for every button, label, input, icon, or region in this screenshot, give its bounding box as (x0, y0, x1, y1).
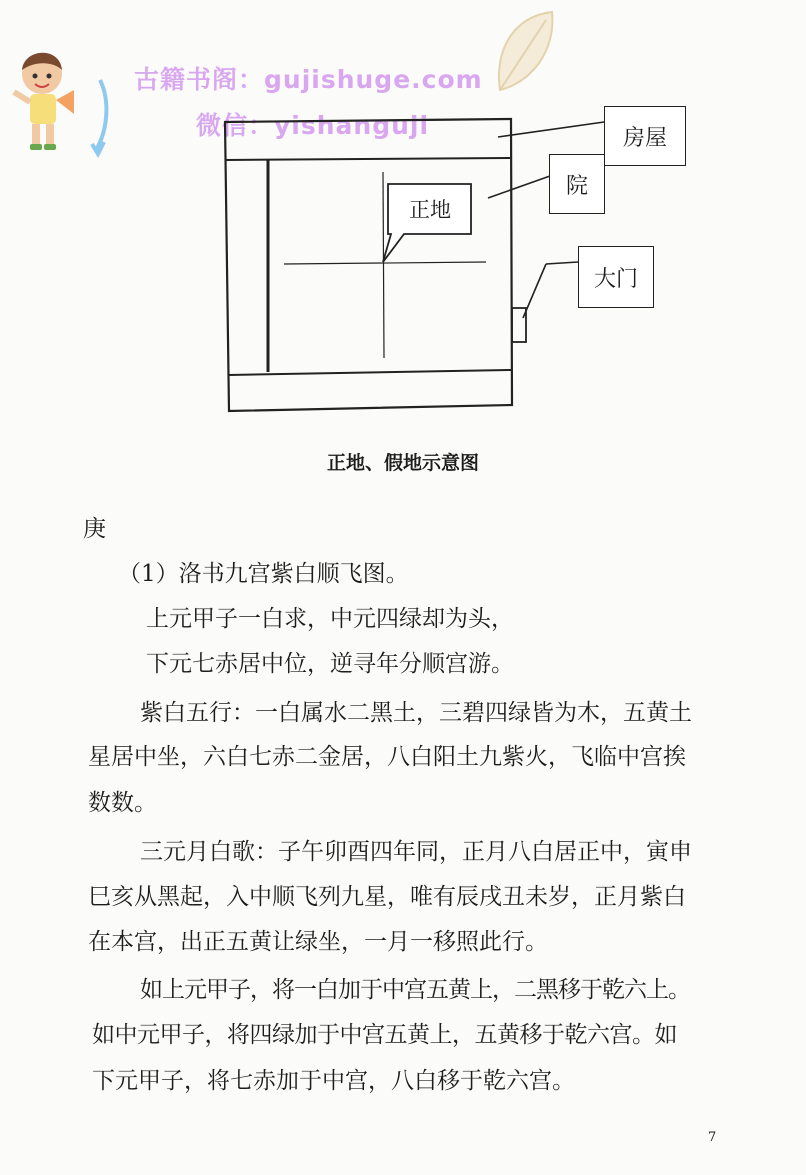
paragraph-2-line-2: 巳亥从黑起，入中顺飞列九星，唯有辰戌丑未岁，正月紫白 (88, 884, 686, 910)
paragraph-1-line-1: 紫白五行：一白属水二黑土，三碧四绿皆为木，五黄土 (140, 700, 692, 726)
sub-heading: （1）洛书九宫紫白顺飞图。 (118, 561, 409, 587)
page-number: 7 (708, 1130, 717, 1145)
watermark-wechat: 微信：yishanguji (196, 111, 430, 140)
label-center-ground: 正地 (409, 198, 451, 222)
paragraph-3-line-1: 如上元甲子，将一白加于中宫五黄上，二黑移于乾六上。 (140, 977, 690, 1003)
watermark-site: 古籍书阁：gujishuge.com (134, 65, 483, 94)
paragraph-3-line-3: 下元甲子，将七赤加于中宫，八白移于乾六宫。 (92, 1068, 575, 1094)
paragraph-2-line-1: 三元月白歌：子午卯酉四年同，正月八白居正中，寅申 (140, 839, 692, 865)
paragraph-1-line-2: 星居中坐，六白七赤二金居，八白阳土九紫火，飞临中宫挨 (88, 744, 686, 770)
poem-line-2: 下元七赤居中位，逆寻年分顺宫游。 (146, 651, 514, 677)
label-house: 房屋 (604, 106, 686, 166)
paragraph-2-line-3: 在本宫，出正五黄让绿坐，一月一移照此行。 (88, 929, 548, 955)
label-yard: 院 (549, 154, 605, 214)
paragraph-3-line-2: 如中元甲子，将四绿加于中宫五黄上，五黄移于乾六宫。如 (92, 1022, 677, 1048)
poem-line-1: 上元甲子一白求，中元四绿却为头， (146, 606, 514, 632)
section-heading: 庚 (83, 516, 106, 542)
label-gate: 大门 (578, 246, 654, 308)
paragraph-1-line-3: 数数。 (88, 790, 157, 816)
diagram-caption: 正地、假地示意图 (326, 452, 479, 474)
